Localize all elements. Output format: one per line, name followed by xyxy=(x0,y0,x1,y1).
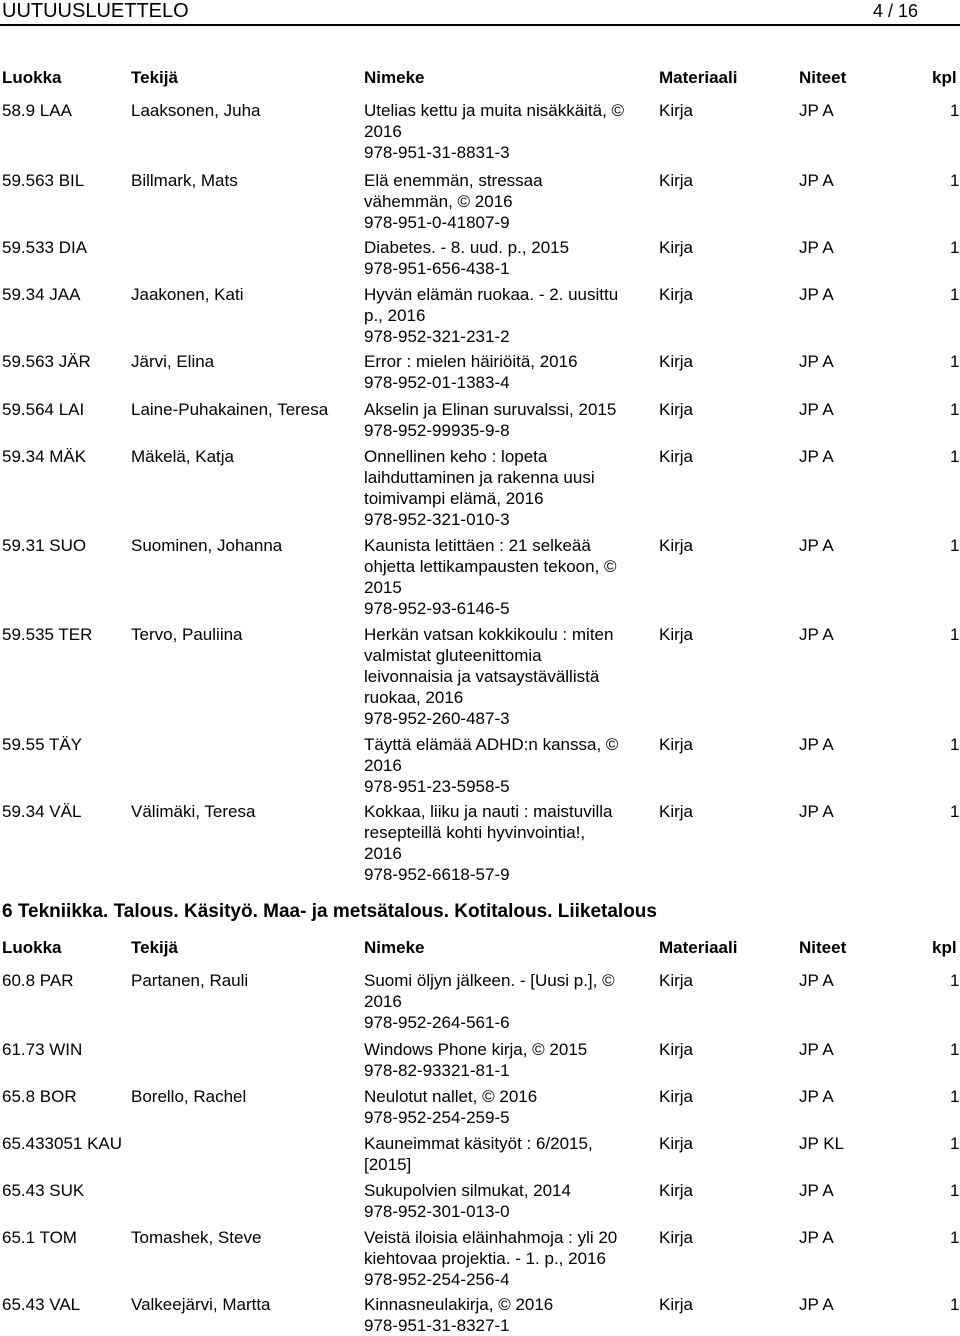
cell-materiaali: Kirja xyxy=(659,285,694,304)
cell-luokka: 59.55 TÄY xyxy=(2,735,83,754)
cell-kpl: 1 xyxy=(950,1134,960,1153)
cell-nimeke xyxy=(364,801,654,885)
cell-niteet: JP A xyxy=(799,352,834,371)
nimeke-line: 978-952-254-256-4 xyxy=(364,1270,510,1289)
nimeke-line: 2015 xyxy=(364,578,402,597)
nimeke-line: 978-952-260-487-3 xyxy=(364,709,510,728)
nimeke-line: Utelias kettu ja muita nisäkkäitä, © xyxy=(364,101,625,120)
cell-nimeke xyxy=(364,284,654,347)
cell-niteet: JP A xyxy=(799,735,834,754)
nimeke-line: [2015] xyxy=(364,1155,412,1174)
nimeke-line: ohjetta lettikampausten tekoon, © xyxy=(364,557,617,576)
column-header-materiaali: Materiaali xyxy=(659,68,738,87)
nimeke-line: 978-951-31-8831-3 xyxy=(364,143,510,162)
cell-luokka: 59.533 DIA xyxy=(2,238,88,257)
cell-tekija: Tervo, Pauliina xyxy=(131,625,243,644)
nimeke-line: 2016 xyxy=(364,992,402,1011)
column-header-luokka: Luokka xyxy=(2,68,62,87)
nimeke-line: Täyttä elämää ADHD:n kanssa, © xyxy=(364,735,619,754)
column-header-nimeke: Nimeke xyxy=(364,938,425,957)
cell-materiaali: Kirja xyxy=(659,536,694,555)
nimeke-line: 978-952-321-231-2 xyxy=(364,327,510,346)
cell-niteet: JP A xyxy=(799,285,834,304)
column-header-kpl: kpl xyxy=(932,68,957,87)
cell-kpl: 1 xyxy=(950,1295,960,1314)
nimeke-line: 978-952-301-013-0 xyxy=(364,1202,510,1221)
nimeke-line: vähemmän, © 2016 xyxy=(364,192,513,211)
cell-kpl: 1 xyxy=(950,625,960,644)
nimeke-line: Onnellinen keho : lopeta xyxy=(364,447,548,466)
nimeke-line: 978-951-656-438-1 xyxy=(364,259,510,278)
nimeke-line: Veistä iloisia eläinhahmoja : yli 20 xyxy=(364,1228,618,1247)
nimeke-line: kiehtovaa projektia. - 1. p., 2016 xyxy=(364,1249,606,1268)
cell-tekija: Laaksonen, Juha xyxy=(131,101,261,120)
header-rule xyxy=(0,24,960,26)
cell-nimeke xyxy=(364,1133,654,1175)
cell-tekija: Välimäki, Teresa xyxy=(131,802,256,821)
cell-materiaali: Kirja xyxy=(659,352,694,371)
nimeke-line: 978-951-31-8327-1 xyxy=(364,1316,510,1335)
cell-kpl: 1 xyxy=(950,536,960,555)
cell-niteet: JP A xyxy=(799,1228,834,1247)
cell-luokka: 65.43 SUK xyxy=(2,1181,85,1200)
cell-niteet: JP A xyxy=(799,1040,834,1059)
cell-nimeke xyxy=(364,535,654,619)
nimeke-line: Herkän vatsan kokkikoulu : miten xyxy=(364,625,614,644)
cell-kpl: 1 xyxy=(950,802,960,821)
column-header-niteet: Niteet xyxy=(799,938,847,957)
cell-niteet: JP A xyxy=(799,802,834,821)
cell-materiaali: Kirja xyxy=(659,101,694,120)
column-header-nimeke: Nimeke xyxy=(364,68,425,87)
cell-materiaali: Kirja xyxy=(659,1040,694,1059)
nimeke-line: Diabetes. - 8. uud. p., 2015 xyxy=(364,238,570,257)
cell-luokka: 59.563 BIL xyxy=(2,171,85,190)
cell-kpl: 1 xyxy=(950,1228,960,1247)
cell-kpl: 1 xyxy=(950,1181,960,1200)
nimeke-line: 978-952-254-259-5 xyxy=(364,1108,510,1127)
nimeke-line: Kauneimmat käsityöt : 6/2015, xyxy=(364,1134,593,1153)
cell-materiaali: Kirja xyxy=(659,447,694,466)
page-header xyxy=(0,0,960,22)
cell-niteet: JP A xyxy=(799,1181,834,1200)
cell-materiaali: Kirja xyxy=(659,171,694,190)
nimeke-line: Error : mielen häiriöitä, 2016 xyxy=(364,352,578,371)
cell-materiaali: Kirja xyxy=(659,625,694,644)
cell-luokka: 65.8 BOR xyxy=(2,1087,77,1106)
cell-luokka: 59.34 JAA xyxy=(2,285,81,304)
cell-tekija: Billmark, Mats xyxy=(131,171,238,190)
cell-luokka: 59.31 SUO xyxy=(2,536,87,555)
cell-niteet: JP A xyxy=(799,400,834,419)
cell-niteet: JP A xyxy=(799,625,834,644)
cell-materiaali: Kirja xyxy=(659,971,694,990)
cell-niteet: JP A xyxy=(799,101,834,120)
nimeke-line: 978-951-23-5958-5 xyxy=(364,777,510,796)
cell-nimeke xyxy=(364,734,654,797)
nimeke-line: Kokkaa, liiku ja nauti : maistuvilla xyxy=(364,802,613,821)
cell-niteet: JP A xyxy=(799,238,834,257)
cell-luokka: 65.1 TOM xyxy=(2,1228,77,1247)
cell-kpl: 1 xyxy=(950,352,960,371)
nimeke-line: laihduttaminen ja rakenna uusi xyxy=(364,468,595,487)
cell-materiaali: Kirja xyxy=(659,1295,694,1314)
cell-kpl: 1 xyxy=(950,101,960,120)
nimeke-line: Kinnasneulakirja, © 2016 xyxy=(364,1295,554,1314)
cell-nimeke xyxy=(364,170,654,233)
cell-nimeke xyxy=(364,351,654,393)
cell-nimeke xyxy=(364,100,654,163)
cell-niteet: JP A xyxy=(799,447,834,466)
nimeke-line: 978-952-321-010-3 xyxy=(364,510,510,529)
nimeke-line: Kaunista letittäen : 21 selkeää xyxy=(364,536,591,555)
nimeke-line: 2016 xyxy=(364,844,402,863)
nimeke-line: 978-952-264-561-6 xyxy=(364,1013,510,1032)
cell-niteet: JP A xyxy=(799,1295,834,1314)
nimeke-line: p., 2016 xyxy=(364,306,426,325)
cell-nimeke xyxy=(364,399,654,441)
cell-tekija: Borello, Rachel xyxy=(131,1087,247,1106)
nimeke-line: Akselin ja Elinan suruvalssi, 2015 xyxy=(364,400,617,419)
cell-tekija: Mäkelä, Katja xyxy=(131,447,234,466)
nimeke-line: 2016 xyxy=(364,756,402,775)
nimeke-line: leivonnaisia ja vatsaystävällistä xyxy=(364,667,600,686)
document-title: UUTUUSLUETTELO xyxy=(2,0,189,22)
nimeke-line: Sukupolvien silmukat, 2014 xyxy=(364,1181,571,1200)
nimeke-line: Hyvän elämän ruokaa. - 2. uusittu xyxy=(364,285,619,304)
section-title: 6 Tekniikka. Talous. Käsityö. Maa- ja metsätalous. Kotitalous. Liiketalous xyxy=(2,901,657,922)
cell-kpl: 1 xyxy=(950,1087,960,1106)
cell-kpl: 1 xyxy=(950,171,960,190)
cell-kpl: 1 xyxy=(950,285,960,304)
cell-nimeke xyxy=(364,446,654,530)
column-header-luokka: Luokka xyxy=(2,938,62,957)
cell-kpl: 1 xyxy=(950,1040,960,1059)
cell-tekija: Suominen, Johanna xyxy=(131,536,283,555)
nimeke-line: 978-952-93-6146-5 xyxy=(364,599,510,618)
cell-niteet: JP KL xyxy=(799,1134,845,1153)
cell-materiaali: Kirja xyxy=(659,1181,694,1200)
cell-niteet: JP A xyxy=(799,171,834,190)
cell-kpl: 1 xyxy=(950,735,960,754)
cell-tekija: Laine-Puhakainen, Teresa xyxy=(131,400,329,419)
nimeke-line: Windows Phone kirja, © 2015 xyxy=(364,1040,588,1059)
cell-nimeke xyxy=(364,1086,654,1128)
nimeke-line: 978-952-6618-57-9 xyxy=(364,865,510,884)
cell-luokka: 65.43 VAL xyxy=(2,1295,81,1314)
nimeke-line: toimivampi elämä, 2016 xyxy=(364,489,544,508)
column-header-kpl: kpl xyxy=(932,938,957,957)
cell-materiaali: Kirja xyxy=(659,1228,694,1247)
cell-luokka: 58.9 LAA xyxy=(2,101,72,120)
nimeke-line: 978-951-0-41807-9 xyxy=(364,213,510,232)
cell-luokka: 61.73 WIN xyxy=(2,1040,83,1059)
cell-luokka: 59.563 JÄR xyxy=(2,352,91,371)
nimeke-line: Suomi öljyn jälkeen. - [Uusi p.], © xyxy=(364,971,615,990)
cell-kpl: 1 xyxy=(950,447,960,466)
column-header-tekija: Tekijä xyxy=(131,68,178,87)
cell-kpl: 1 xyxy=(950,238,960,257)
cell-tekija: Partanen, Rauli xyxy=(131,971,249,990)
cell-kpl: 1 xyxy=(950,400,960,419)
column-header-materiaali: Materiaali xyxy=(659,938,738,957)
nimeke-line: 2016 xyxy=(364,122,402,141)
cell-niteet: JP A xyxy=(799,536,834,555)
nimeke-line: ruokaa, 2016 xyxy=(364,688,464,707)
cell-materiaali: Kirja xyxy=(659,1087,694,1106)
cell-nimeke xyxy=(364,624,654,729)
cell-luokka: 59.34 MÄK xyxy=(2,447,87,466)
nimeke-line: Neulotut nallet, © 2016 xyxy=(364,1087,538,1106)
column-header-row xyxy=(0,67,960,89)
cell-luokka: 59.564 LAI xyxy=(2,400,85,419)
cell-materiaali: Kirja xyxy=(659,1134,694,1153)
cell-nimeke xyxy=(364,970,654,1033)
cell-kpl: 1 xyxy=(950,971,960,990)
cell-tekija: Tomashek, Steve xyxy=(131,1228,262,1247)
cell-tekija: Jaakonen, Kati xyxy=(131,285,244,304)
nimeke-line: Elä enemmän, stressaa xyxy=(364,171,543,190)
cell-niteet: JP A xyxy=(799,1087,834,1106)
page-number: 4 / 16 xyxy=(872,1,918,21)
cell-luokka: 59.34 VÄL xyxy=(2,802,82,821)
cell-nimeke xyxy=(364,1227,654,1290)
cell-materiaali: Kirja xyxy=(659,238,694,257)
cell-niteet: JP A xyxy=(799,971,834,990)
cell-materiaali: Kirja xyxy=(659,400,694,419)
nimeke-line: 978-952-99935-9-8 xyxy=(364,421,510,440)
column-header-niteet: Niteet xyxy=(799,68,847,87)
cell-tekija: Järvi, Elina xyxy=(131,352,215,371)
cell-nimeke xyxy=(364,1039,654,1081)
column-header-row xyxy=(0,937,960,959)
cell-tekija: Valkeejärvi, Martta xyxy=(131,1295,271,1314)
cell-nimeke xyxy=(364,1294,654,1336)
cell-nimeke xyxy=(364,1180,654,1222)
nimeke-line: resepteillä kohti hyvinvointia!, xyxy=(364,823,586,842)
column-header-tekija: Tekijä xyxy=(131,938,178,957)
cell-luokka: 65.433051 KAU xyxy=(2,1134,123,1153)
nimeke-line: 978-82-93321-81-1 xyxy=(364,1061,510,1080)
nimeke-line: valmistat gluteenittomia xyxy=(364,646,542,665)
cell-nimeke xyxy=(364,237,654,279)
cell-luokka: 60.8 PAR xyxy=(2,971,74,990)
cell-luokka: 59.535 TER xyxy=(2,625,93,644)
nimeke-line: 978-952-01-1383-4 xyxy=(364,373,510,392)
cell-materiaali: Kirja xyxy=(659,802,694,821)
cell-materiaali: Kirja xyxy=(659,735,694,754)
